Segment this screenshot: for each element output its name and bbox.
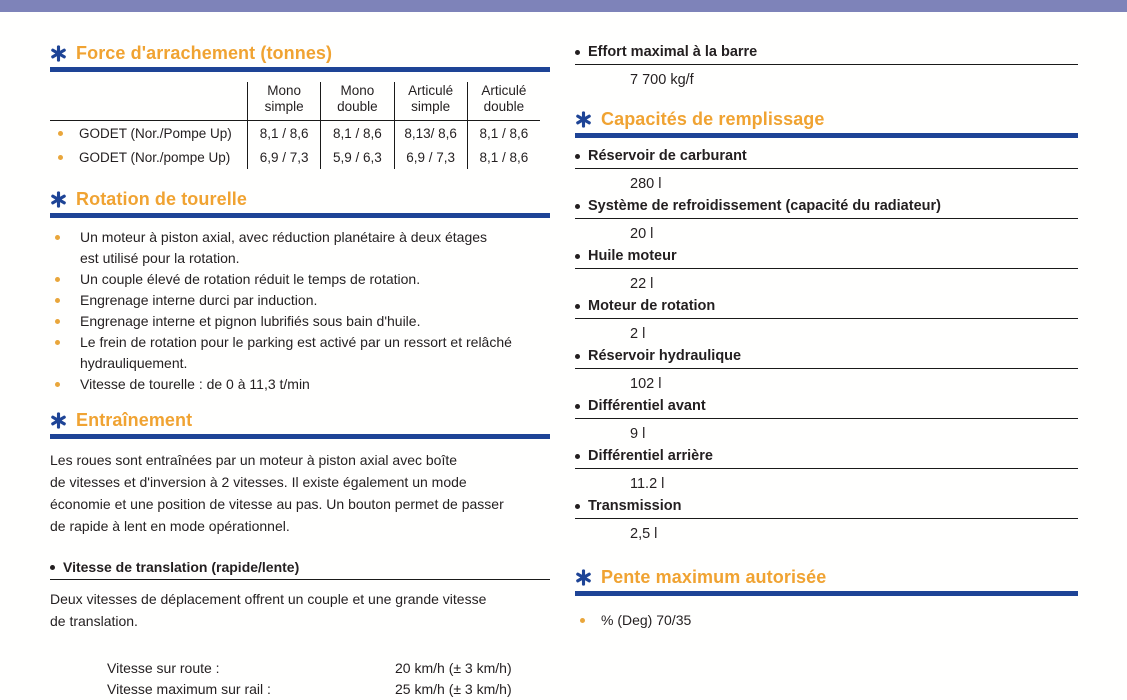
section-star-icon bbox=[575, 111, 592, 128]
top-accent-bar bbox=[0, 0, 1127, 12]
item-label: Réservoir de carburant bbox=[588, 148, 747, 164]
spec-item bbox=[575, 146, 1078, 196]
list-item: Vitesse de tourelle : de 0 à 11,3 t/min bbox=[50, 374, 550, 395]
drive-paragraph: Les roues sont entraînées par un moteur à piston axial avec boîte de vitesses et d'inversion à 2 vitesses. Il existe également un mode économie et une position de vitesse au pas. Un bouton permet de passer de rapide à lent en mode opérationnel. bbox=[50, 452, 504, 534]
section-star-icon bbox=[50, 412, 67, 429]
speed-value: 25 km/h (± 3 km/h) bbox=[395, 681, 512, 697]
bullet-dot-icon bbox=[575, 354, 580, 359]
section-title: Pente maximum autorisée bbox=[601, 567, 827, 587]
bullet-dot-icon bbox=[575, 254, 580, 259]
bullet-dot-icon bbox=[575, 154, 580, 159]
bullet-dot-icon bbox=[575, 304, 580, 309]
item-label: Différentiel arrière bbox=[588, 448, 713, 464]
capacity-items bbox=[575, 146, 1078, 546]
item-label: Réservoir hydraulique bbox=[588, 348, 742, 364]
item-value: 7 700 kg/f bbox=[630, 72, 694, 88]
heading-rule bbox=[50, 213, 550, 218]
item-label: Vitesse de translation (rapide/lente) bbox=[63, 559, 300, 575]
section-title: Capacités de remplissage bbox=[601, 109, 825, 129]
item-value: 2 l bbox=[630, 326, 646, 342]
table-cell: 8,1 / 8,6 bbox=[320, 121, 393, 145]
bullet-dot-icon bbox=[58, 131, 63, 136]
spec-item bbox=[575, 446, 1078, 496]
spec-item bbox=[575, 296, 1078, 346]
table-row bbox=[50, 121, 540, 145]
item-value: 280 l bbox=[630, 176, 662, 192]
item-label: Moteur de rotation bbox=[588, 298, 716, 314]
list-item: Engrenage interne et pignon lubrifiés sous bain d'huile. bbox=[50, 311, 550, 332]
table-row bbox=[50, 145, 540, 169]
heading-rule bbox=[50, 434, 550, 439]
item-value: 20 l bbox=[630, 226, 654, 242]
bullet-dot-icon bbox=[55, 340, 60, 345]
force-table-header bbox=[50, 82, 540, 121]
section-heading-force bbox=[50, 42, 550, 72]
table-cell: 8,1 / 8,6 bbox=[467, 121, 540, 145]
bullet-dot-icon bbox=[575, 404, 580, 409]
table-cell: 8,1 / 8,6 bbox=[247, 121, 320, 145]
speed-label: Vitesse sur route : bbox=[107, 660, 220, 676]
list-item: Le frein de rotation pour le parking est activé par un ressort et relâché hydrauliquement. bbox=[50, 332, 550, 374]
item-value: 9 l bbox=[630, 426, 646, 442]
slope-value-line bbox=[575, 612, 1078, 628]
left-column bbox=[50, 12, 550, 700]
section-title: Force d'arrachement (tonnes) bbox=[76, 43, 333, 63]
section-heading-drive bbox=[50, 409, 550, 439]
translation-paragraph: Deux vitesses de déplacement offrent un couple et une grande vitesse de translation. bbox=[50, 591, 487, 629]
spec-item-effort bbox=[575, 42, 1078, 92]
speed-values bbox=[50, 658, 550, 700]
table-cell: 5,9 / 6,3 bbox=[320, 145, 393, 169]
bullet-dot-icon bbox=[55, 277, 60, 282]
bullet-dot-icon bbox=[575, 50, 580, 55]
heading-rule bbox=[50, 67, 550, 72]
list-item: Un couple élevé de rotation réduit le temps de rotation. bbox=[50, 269, 550, 290]
rotation-bullet-list bbox=[50, 227, 550, 395]
column-header: Mono double bbox=[320, 82, 393, 120]
translation-speed-item bbox=[50, 559, 550, 632]
bullet-dot-icon bbox=[58, 155, 63, 160]
bullet-dot-icon bbox=[575, 504, 580, 509]
section-star-icon bbox=[50, 191, 67, 208]
spec-item bbox=[575, 346, 1078, 396]
row-label: GODET (Nor./pompe Up) bbox=[79, 149, 231, 165]
spec-item bbox=[575, 246, 1078, 296]
bullet-dot-icon bbox=[575, 204, 580, 209]
spec-item bbox=[575, 196, 1078, 246]
table-cell: 6,9 / 7,3 bbox=[394, 145, 467, 169]
item-label: Effort maximal à la barre bbox=[588, 44, 758, 60]
section-title: Entraînement bbox=[76, 410, 193, 430]
speed-row bbox=[50, 679, 550, 700]
spec-item bbox=[575, 396, 1078, 446]
column-header: Articulé simple bbox=[394, 82, 467, 120]
heading-rule bbox=[575, 591, 1078, 596]
item-value: 11.2 l bbox=[630, 476, 665, 492]
bullet-dot-icon bbox=[575, 454, 580, 459]
item-label: Transmission bbox=[588, 498, 682, 514]
item-value: 2,5 l bbox=[630, 526, 658, 542]
bullet-dot-icon bbox=[50, 565, 55, 570]
bullet-dot-icon bbox=[55, 298, 60, 303]
table-cell: 8,13/ 8,6 bbox=[394, 121, 467, 145]
item-label: Système de refroidissement (capacité du radiateur) bbox=[588, 198, 941, 214]
section-title: Rotation de tourelle bbox=[76, 189, 248, 209]
heading-rule bbox=[575, 133, 1078, 138]
speed-label: Vitesse maximum sur rail : bbox=[107, 681, 271, 697]
table-cell: 8,1 / 8,6 bbox=[467, 145, 540, 169]
item-label: Différentiel avant bbox=[588, 398, 706, 414]
section-heading-slope bbox=[575, 566, 1078, 596]
force-table bbox=[50, 82, 540, 169]
spec-item bbox=[575, 496, 1078, 546]
row-label: GODET (Nor./Pompe Up) bbox=[79, 125, 232, 141]
bullet-dot-icon bbox=[580, 618, 585, 623]
section-star-icon bbox=[575, 569, 592, 586]
list-item: Engrenage interne durci par induction. bbox=[50, 290, 550, 311]
table-corner-cell bbox=[50, 82, 247, 120]
item-label: Huile moteur bbox=[588, 248, 677, 264]
table-cell: 6,9 / 7,3 bbox=[247, 145, 320, 169]
speed-value: 20 km/h (± 3 km/h) bbox=[395, 660, 512, 676]
slope-value: % (Deg) 70/35 bbox=[601, 612, 692, 628]
list-item: Un moteur à piston axial, avec réduction planétaire à deux étages est utilisé pour la rotation. bbox=[50, 227, 550, 269]
section-heading-capacities bbox=[575, 108, 1078, 138]
item-value: 22 l bbox=[630, 276, 654, 292]
column-header: Articulé double bbox=[467, 82, 540, 120]
speed-row bbox=[50, 658, 550, 679]
column-header: Mono simple bbox=[247, 82, 320, 120]
bullet-dot-icon bbox=[55, 319, 60, 324]
bullet-dot-icon bbox=[55, 235, 60, 240]
right-column bbox=[575, 12, 1078, 628]
section-star-icon bbox=[50, 45, 67, 62]
section-heading-rotation bbox=[50, 188, 550, 218]
item-value: 102 l bbox=[630, 376, 662, 392]
bullet-dot-icon bbox=[55, 382, 60, 387]
